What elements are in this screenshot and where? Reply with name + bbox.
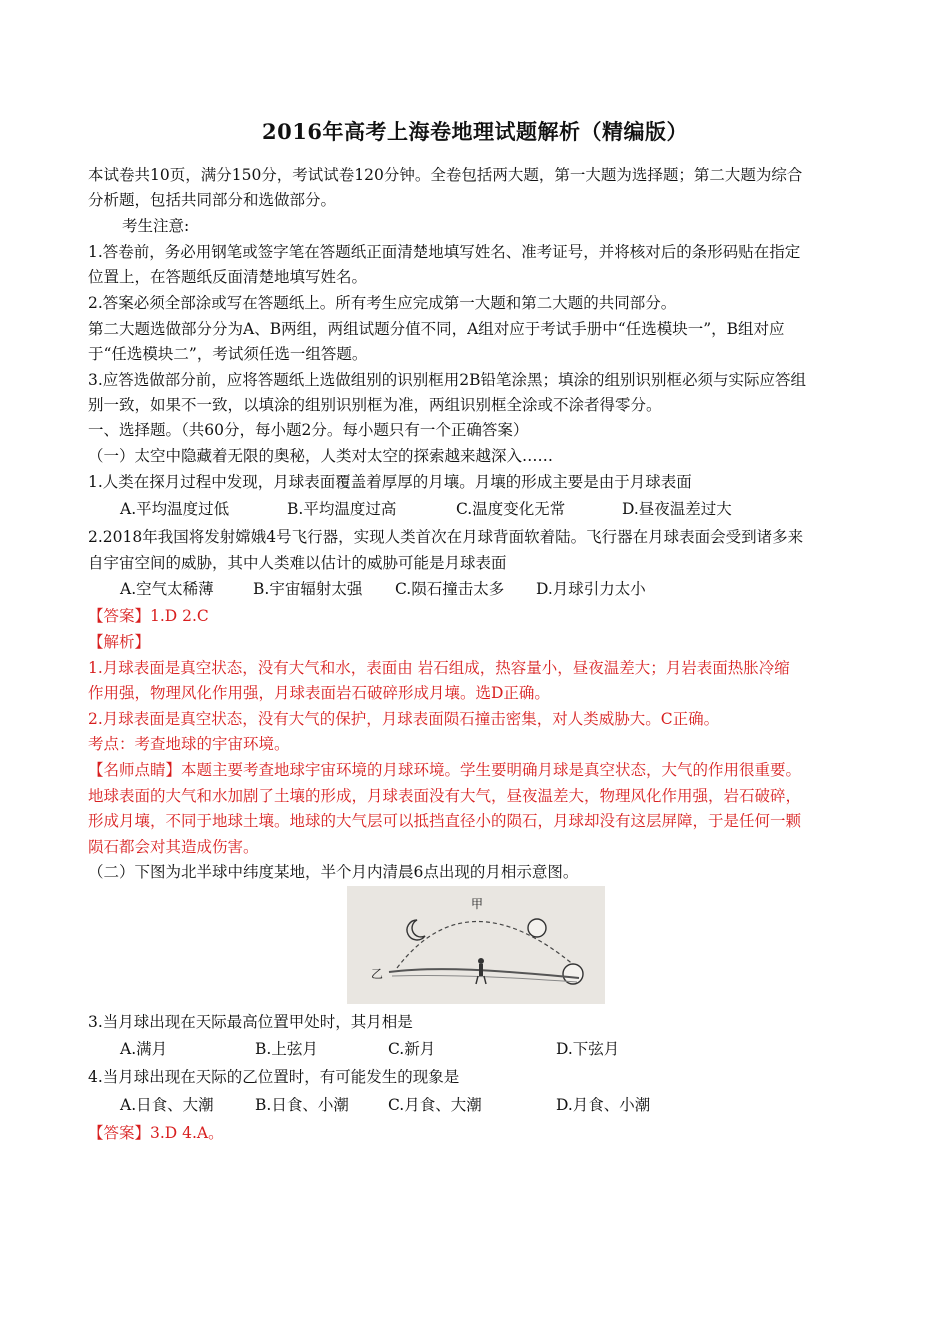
notice-item: 于“任选模块二”，考试须任选一组答题。 (88, 345, 368, 363)
intro-line: 本试卷共10页，满分150分，考试试卷120分钟。全卷包括两大题，第一大题为选择题；第二大题为综合 (88, 166, 803, 184)
option-c: C.新月 (388, 1040, 436, 1058)
option-b: B.平均温度过高 (287, 500, 397, 518)
label-jia: 甲 (471, 897, 484, 911)
moon-phase-figure (347, 886, 605, 1004)
option-c: C.月食、大潮 (388, 1096, 482, 1114)
option-a: A.平均温度过低 (120, 500, 230, 518)
option-d: D.昼夜温差过大 (622, 500, 732, 518)
moon-icon (528, 919, 546, 937)
notice-heading: 考生注意: (122, 217, 190, 235)
teacher-tip: 【名师点睛】本题主要考查地球宇宙环境的月球环境。学生要明确月球是真空状态，大气的作用很重要。 (88, 761, 802, 779)
group-intro: （二）下图为北半球中纬度某地，半个月内清晨6点出现的月相示意图。 (88, 863, 579, 881)
teacher-tip: 陨石都会对其造成伤害。 (88, 838, 259, 856)
option-d: D.下弦月 (556, 1040, 620, 1058)
notice-item: 别一致，如果不一致，以填涂的组别识别框为准，两组识别框全涂或不涂者得零分。 (88, 396, 662, 414)
notice-item: 1.答卷前，务必用钢笔或签字笔在答题纸正面清楚地填写姓名、准考证号，并将核对后的条形码贴在指定 (88, 243, 801, 261)
option-b: B.宇宙辐射太强 (253, 580, 363, 598)
analysis-text: 1.月球表面是真空状态，没有大气和水，表面由 岩石组成，热容量小，昼夜温差大；月岩表面热胀冷缩 (88, 659, 790, 677)
intro-line: 分析题，包括共同部分和选做部分。 (88, 191, 337, 209)
label-yi: 乙 (371, 967, 384, 981)
kaodian-text: 考点：考查地球的宇宙环境。 (88, 735, 290, 753)
analysis-text: 2.月球表面是真空状态，没有大气的保护，月球表面陨石撞击密集，对人类威胁大。C正确。 (88, 710, 720, 728)
question-2: 2.2018年我国将发射嫦娥4号飞行器，实现人类首次在月球背面软着陆。飞行器在月球表面会受到诸多来 (88, 528, 804, 546)
question-2: 自宇宙空间的威胁，其中人类难以估计的威胁可能是月球表面 (88, 554, 507, 572)
teacher-tip: 地球表面的大气和水加剧了土壤的形成，月球表面没有大气，昼夜温差大，物理风化作用强，岩石破碎， (88, 787, 802, 805)
option-b: B.日食、小潮 (255, 1096, 349, 1114)
section-heading: 一、选择题。（共60分，每小题2分。每小题只有一个正确答案） (88, 421, 529, 439)
question-1: 1.人类在探月过程中发现，月球表面覆盖着厚厚的月壤。月壤的形成主要是由于月球表面 (88, 473, 692, 491)
question-3: 3.当月球出现在天际最高位置甲处时，其月相是 (88, 1013, 413, 1031)
option-d: D.月球引力太小 (536, 580, 646, 598)
group-intro: （一）太空中隐藏着无限的奥秘，人类对太空的探索越来越深入…… (88, 447, 554, 465)
answer-line: 【答案】1.D 2.C (88, 607, 209, 625)
notice-item: 2.答案必须全部涂或写在答题纸上。所有考生应完成第一大题和第二大题的共同部分。 (88, 294, 677, 312)
question-4: 4.当月球出现在天际的乙位置时，有可能发生的现象是 (88, 1068, 460, 1086)
option-c: C.陨石撞击太多 (395, 580, 505, 598)
teacher-tip: 形成月壤，不同于地球土壤。地球的大气层可以抵挡直径小的陨石，月球却没有这层屏障，于是任何一颗 (88, 812, 802, 830)
option-c: C.温度变化无常 (456, 500, 566, 518)
notice-item: 3.应答选做部分前，应将答题纸上选做组别的识别框用2B铅笔涂黑；填涂的组别识别框必须与实际应答组 (88, 371, 807, 389)
analysis-text: 作用强，物理风化作用强，月球表面岩石破碎形成月壤。选D正确。 (88, 684, 550, 702)
notice-item: 位置上，在答题纸反面清楚地填写姓名。 (88, 268, 368, 286)
option-b: B.上弦月 (255, 1040, 318, 1058)
notice-item: 第二大题选做部分分为A、B两组，两组试题分值不同，A组对应于考试手册中“任选模块一”，B组对应 (88, 320, 785, 338)
answer-line: 【答案】3.D 4.A。 (88, 1124, 224, 1142)
analysis-label: 【解析】 (88, 633, 151, 651)
document-title: 2016年高考上海卷地理试题解析（精编版） (262, 119, 688, 144)
option-a: A.满月 (120, 1040, 168, 1058)
option-a: A.日食、大潮 (120, 1096, 214, 1114)
option-a: A.空气太稀薄 (120, 580, 214, 598)
option-d: D.月食、小潮 (556, 1096, 651, 1114)
